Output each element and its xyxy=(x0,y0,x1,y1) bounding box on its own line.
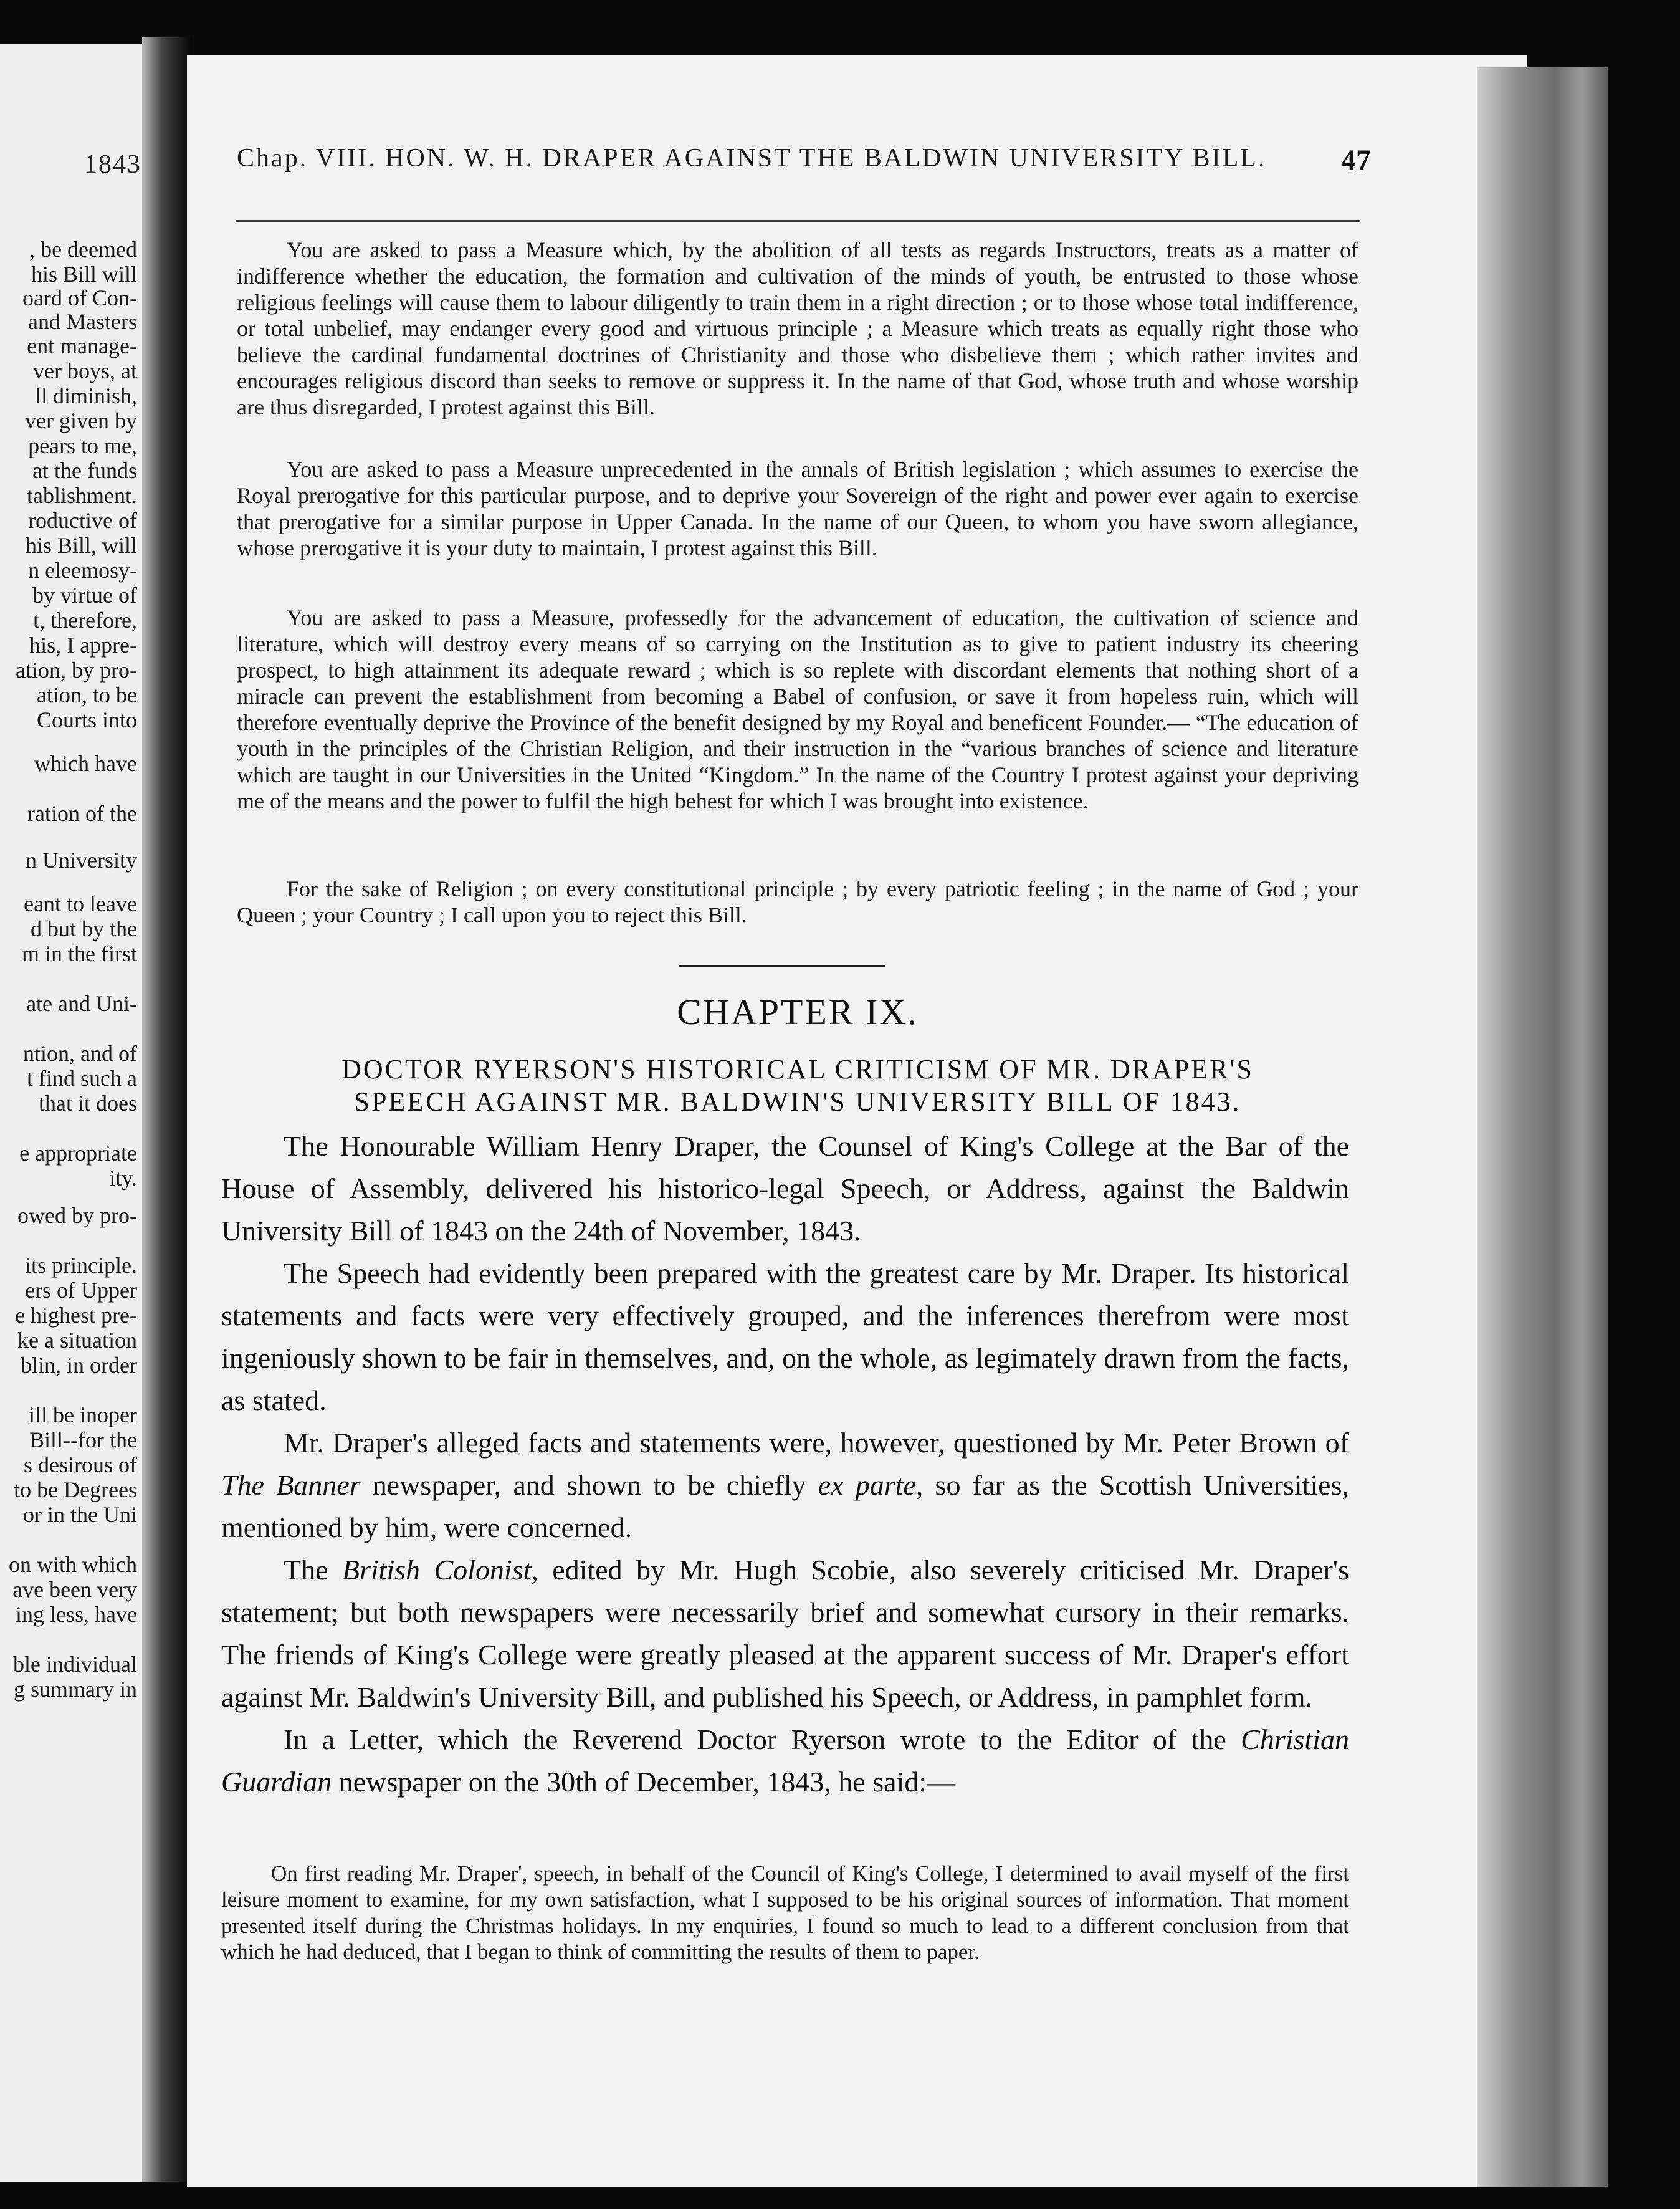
left-page-line: t, therefore, xyxy=(33,608,137,633)
left-page-line: oard of Con- xyxy=(22,285,137,310)
left-page-line: ing less, have xyxy=(16,1602,137,1627)
running-head: Chap. VIII. HON. W. H. DRAPER AGAINST THE BALDWIN UNIVERSITY BILL. xyxy=(237,144,1267,173)
left-page-line: ntion, and of xyxy=(23,1041,137,1066)
left-page-line: ver boys, at xyxy=(33,358,137,383)
left-page-line: t find such a xyxy=(27,1066,137,1091)
left-page-line: its principle. xyxy=(25,1253,137,1278)
chapter-subtitle-line-1: DOCTOR RYERSON'S HISTORICAL CRITICISM OF MR. DRAPER'S xyxy=(341,1054,1254,1085)
left-page-line: or in the Uni xyxy=(23,1502,137,1527)
page-edge xyxy=(1477,67,1608,2187)
left-page-line: ll diminish, xyxy=(34,383,137,408)
protest-paragraph-1: You are asked to pass a Measure which, by the abolition of all tests as regards Instructors, treats as a matter of indifference whether the education, the formation and cultivation of the minds of youth, be entrusted to those whose religious feelings will cause them to labour diligently to train them in a right direction ; or to those whose total indifference, or total unbelief, may endanger every good and virtuous principle ; a Measure which treats as equally right those who believe the cardinal fundamental doctrines of Christianity and those who disbelieve them ; which rather invites and encourages religious discord than seeks to remove or suppress it. In the name of that God, whose truth and whose worship are thus disregarded, I protest against this Bill. xyxy=(237,237,1358,419)
left-page-line: ation, to be xyxy=(37,683,137,707)
left-page-line: his Bill will xyxy=(31,262,137,287)
left-page-line: ill be inoper xyxy=(29,1402,137,1427)
protest-paragraph-2: You are asked to pass a Measure unprecedented in the annals of British legislation ; which assumes to exercise the Royal prerogative for this particular purpose, and to deprive your Sovereign of the right and power ever again to exercise that prerogative for a similar purpose in Upper Canada. In the name of our Queen, to whom you have sworn allegiance, whose prerogative it is your duty to maintain, I protest against this Bill. xyxy=(237,457,1358,560)
body-paragraph-5: In a Letter, which the Reverend Doctor Ryerson wrote to the Editor of the Christian Guardian newspaper on the 30th of December, 1843, he said:— xyxy=(221,1723,1349,1798)
protest-paragraph xyxy=(237,456,1358,561)
left-page-line: , be deemed xyxy=(29,237,137,262)
protest-paragraph xyxy=(237,876,1358,928)
running-header xyxy=(237,143,1371,181)
block-quote-text: On first reading Mr. Draper', speech, in behalf of the Council of King's College, I determined to avail myself of the first leisure moment to examine, for my own satisfaction, what I supposed to be his original sources of information. That moment presented itself during the Christmas holidays. In my enquiries, I found so much to lead to a different conclusion from that which he had deduced, that I began to think of committing the results of them to paper. xyxy=(221,1861,1349,1964)
left-page-header: 1843 xyxy=(84,150,141,179)
left-page-line: e appropriate xyxy=(19,1141,137,1166)
left-page-line: s desirous of xyxy=(24,1452,137,1477)
left-page-line: ble individual xyxy=(13,1652,137,1677)
chapter-subtitle-line-2: SPEECH AGAINST MR. BALDWIN'S UNIVERSITY BILL OF 1843. xyxy=(354,1086,1241,1117)
left-page-line: owed by pro- xyxy=(17,1203,137,1228)
left-page-line: pears to me, xyxy=(28,433,137,458)
left-page-line: ation, by pro- xyxy=(16,658,137,683)
body-paragraph-2: The Speech had evidently been prepared with the greatest care by Mr. Draper. Its historical statements and facts were very effectively grouped, and the inferences therefrom were most ingeniously shown to be fair in themselves, and, on the whole, as legimately drawn from the facts, as stated. xyxy=(221,1257,1349,1416)
left-page-line: to be Degrees xyxy=(14,1477,137,1502)
left-page-line: tablishment. xyxy=(27,483,137,508)
left-page-line: ate and Uni- xyxy=(26,991,137,1016)
left-page-line: g summary in xyxy=(14,1677,137,1702)
protest-paragraph-3: You are asked to pass a Measure, professedly for the advancement of education, the cultivation of science and literature, which will destroy every means of so carrying on the Institution as to give to patient industry its cheering prospect, to high attainment its adequate reward ; which is so replete with discordant elements that nothing short of a miracle can prevent the establishment from becoming a Babel of confusion, or save it from hopeless ruin, which will therefore eventually deprive the Province of the benefit designed by my Royal and beneficent Founder.— “The education of youth in the principles of the Christian Religion, and their instruction in the “various branches of science and literature which are taught in our Universities in the United “Kingdom.” In the name of the Country I protest against your depriving me of the means and the power to fulfil the high behest for which I was brought into existence. xyxy=(237,605,1358,813)
protest-paragraph xyxy=(237,237,1358,420)
left-page-line: ave been very xyxy=(12,1577,137,1602)
left-page-line: n University xyxy=(26,848,137,873)
left-page-line: ent manage- xyxy=(27,333,137,358)
left-page-line: m in the first xyxy=(22,941,137,966)
left-page-line: and Masters xyxy=(28,309,137,334)
left-page-line: d but by the xyxy=(31,916,137,941)
left-page-line: Courts into xyxy=(36,707,137,732)
header-rule xyxy=(236,220,1360,222)
left-page-line: ration of the xyxy=(27,801,137,826)
left-page-line: ers of Upper xyxy=(25,1278,137,1303)
section-divider xyxy=(679,965,885,967)
chapter-title: CHAPTER IX. xyxy=(677,992,919,1032)
left-page-line: his Bill, will xyxy=(25,533,137,558)
left-page-line: by virtue of xyxy=(32,583,137,608)
left-page-line: on with which xyxy=(9,1552,137,1577)
left-page-line: blin, in order xyxy=(21,1353,137,1378)
left-page-line: his, I appre- xyxy=(29,633,137,658)
left-page-line: that it does xyxy=(39,1091,137,1116)
left-page-line: roductive of xyxy=(28,508,137,533)
left-page-line: Bill--for the xyxy=(29,1427,137,1452)
left-page-line: e highest pre- xyxy=(15,1303,137,1328)
left-page-line: ver given by xyxy=(25,408,137,433)
book-gutter xyxy=(142,37,192,2182)
protest-paragraph-4: For the sake of Religion ; on every constitutional principle ; by every patriotic feeling ; in the name of God ; your Queen ; your Country ; I call upon you to reject this Bill. xyxy=(237,876,1358,927)
chapter-body xyxy=(221,1125,1349,1803)
left-page-line: ke a situation xyxy=(17,1328,137,1353)
body-paragraph-1: The Honourable William Henry Draper, the Counsel of King's College at the Bar of the House of Assembly, delivered his historico-legal Speech, or Address, against the Baldwin University Bill of 1843 on the 24th of November, 1843. xyxy=(221,1130,1349,1247)
left-page-line: eant to leave xyxy=(24,891,137,916)
body-paragraph-4: The British Colonist, edited by Mr. Hugh Scobie, also severely criticised Mr. Draper's statement; but both newspapers were necessarily brief and somewhat cursory in their remarks. The friends of King's College were greatly pleased at the apparent success of Mr. Draper's effort against Mr. Baldwin's University Bill, and published his Speech, or Address, in pamphlet form. xyxy=(221,1554,1349,1713)
page-number: 47 xyxy=(1341,144,1371,177)
body-paragraph-3: Mr. Draper's alleged facts and statements were, however, questioned by Mr. Peter Brown of The Banner newspaper, and shown to be chiefly ex parte, so far as the Scottish Universities, mentioned by him, were concerned. xyxy=(221,1427,1349,1543)
left-page-line: ity. xyxy=(109,1166,137,1191)
left-page-line: n eleemosy- xyxy=(28,558,137,583)
left-page-line: at the funds xyxy=(32,458,137,483)
chapter-subtitle xyxy=(237,1053,1358,1118)
left-page-line: which have xyxy=(34,751,137,776)
protest-paragraph xyxy=(237,605,1358,814)
block-quote xyxy=(221,1861,1349,1965)
